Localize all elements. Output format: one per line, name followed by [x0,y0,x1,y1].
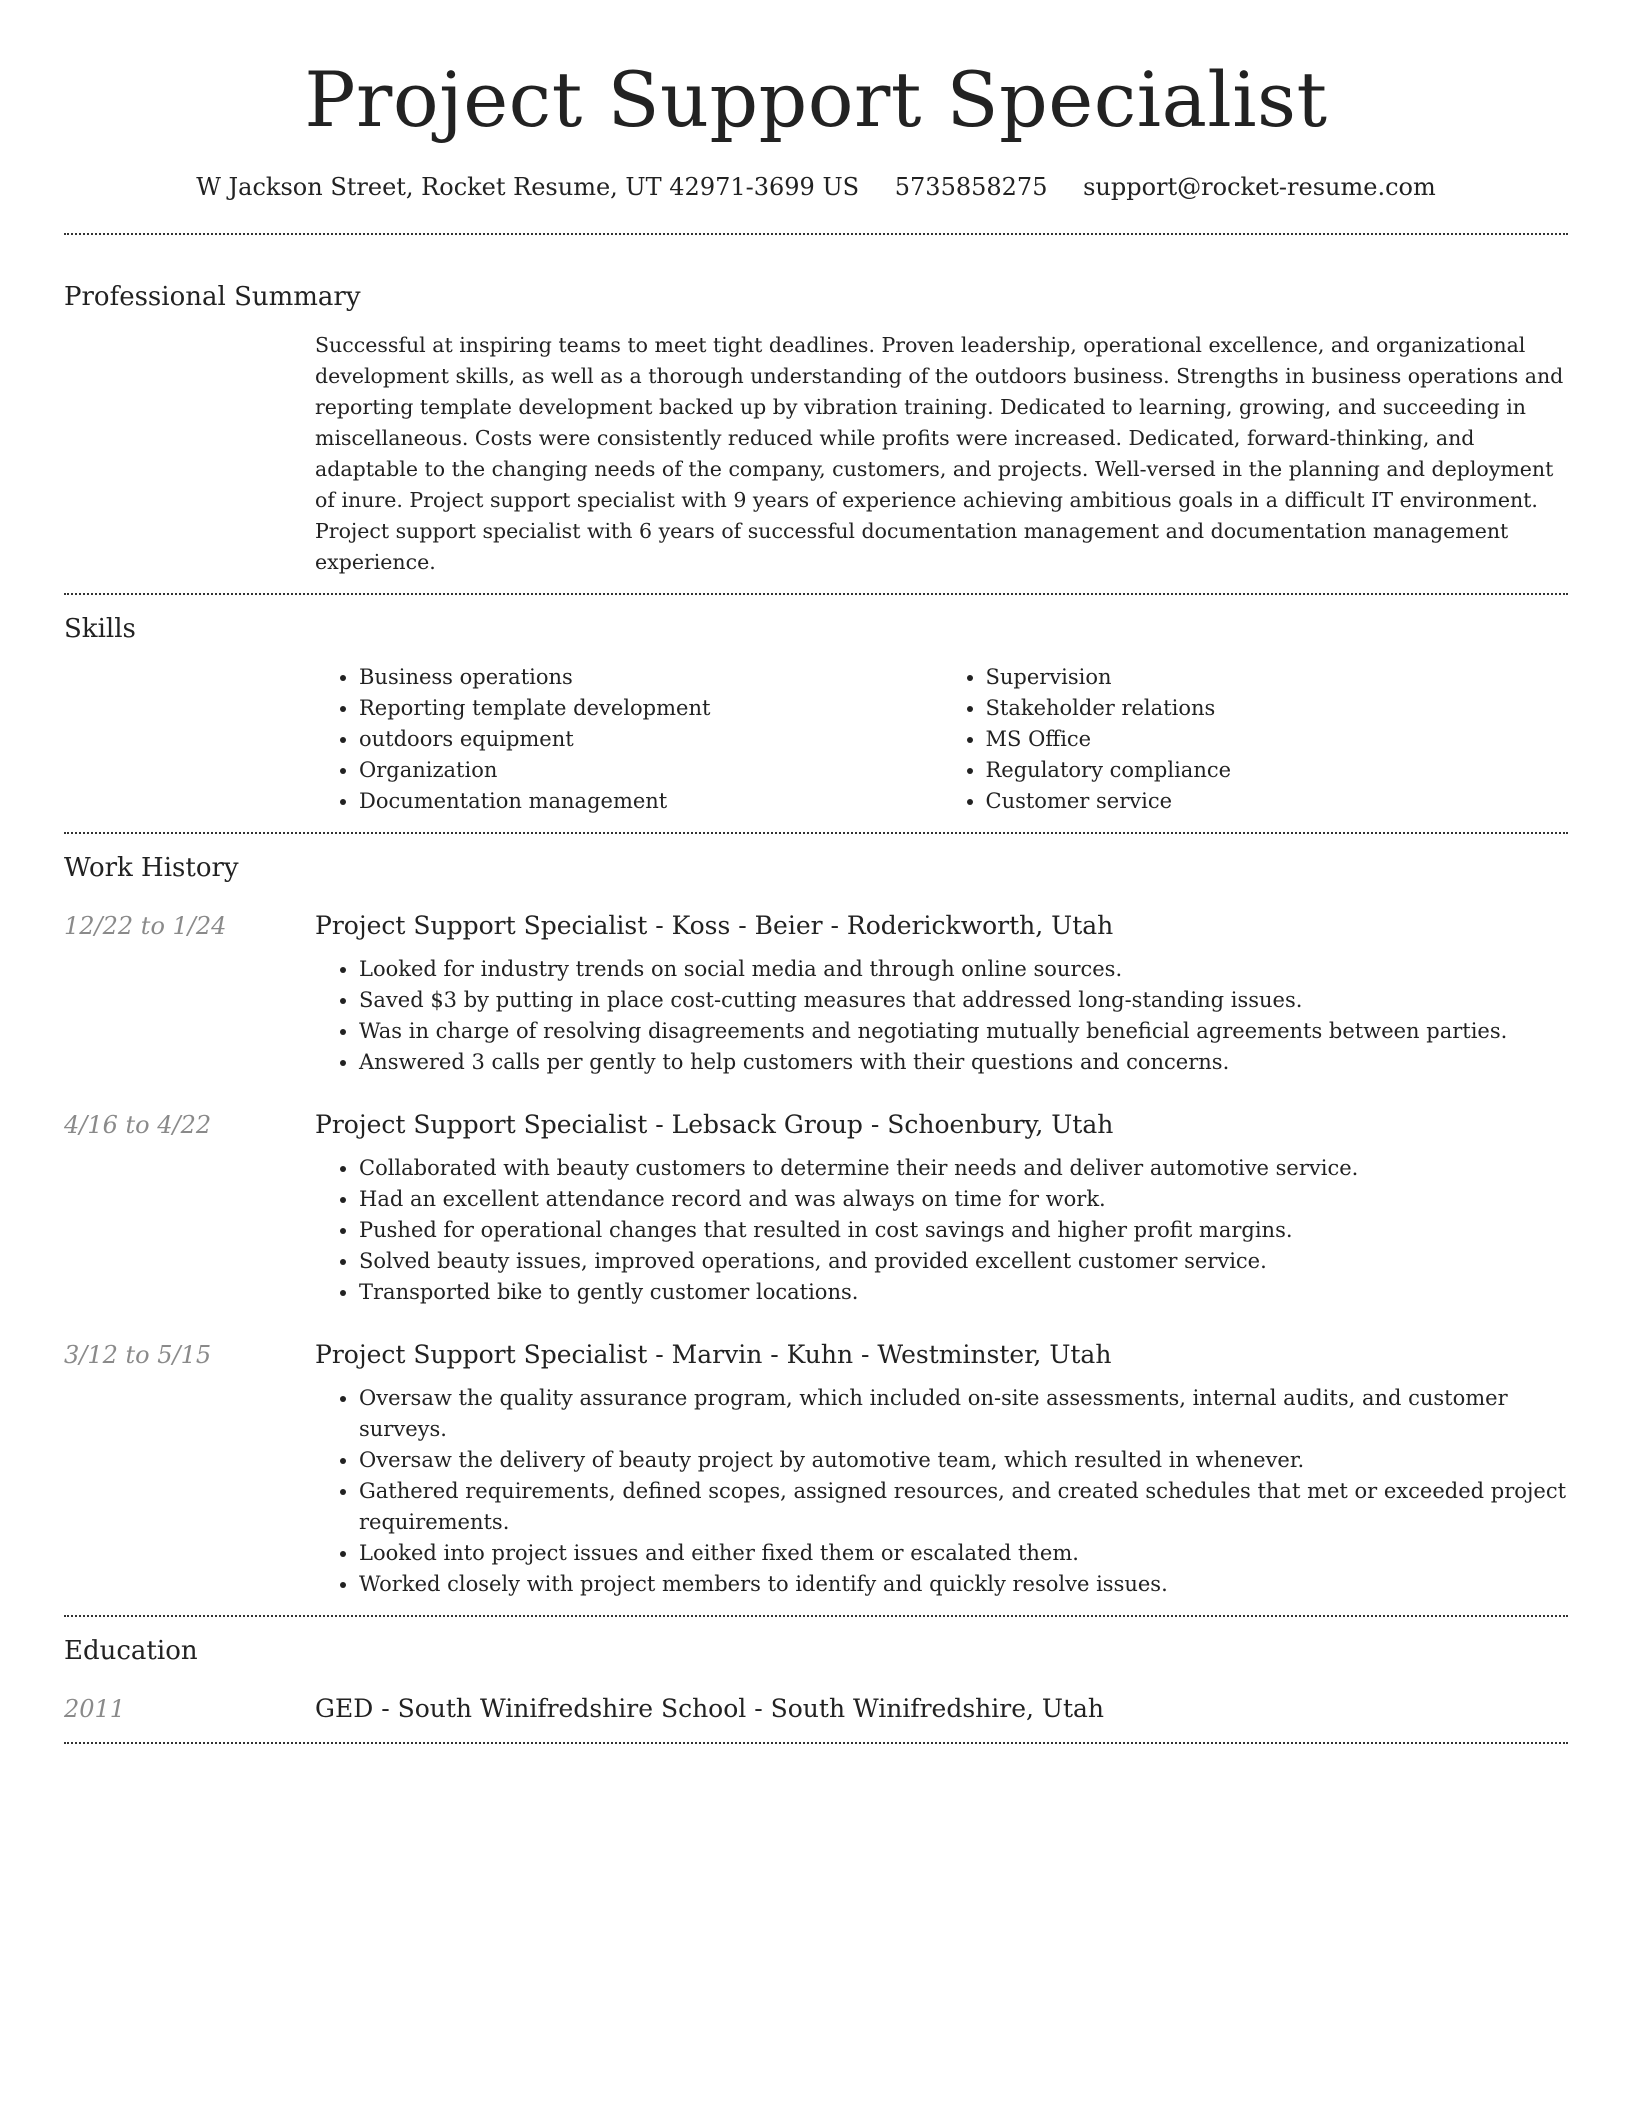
education-divider [64,1742,1568,1744]
job-bullet: • Oversaw the delivery of beauty project by automotive team, which resulted in whenever. [359,1445,1568,1476]
skill-item: • Organization [359,755,942,786]
summary-text: Successful at inspiring teams to meet tight deadlines. Proven leadership, operational excellence, and organizational development skills, as well as a thorough understanding of the outdoors business. Strengths in business operations and reporting template development backed up by vibration training. Dedicated to learning, growing, and succeeding in miscellaneous. Costs were consistently reduced while profits were increased. Dedicated, forward-thinking, and adaptable to the changing needs of the company, customers, and projects. Well-versed in the planning and deployment of inure. Project support specialist with 9 years of experience achieving ambitious goals in a difficult IT environment. Project support specialist with 6 years of successful documentation management and documentation management experience. [315,333,1564,574]
job-bullet: • Had an excellent attendance record and was always on time for work. [359,1184,1568,1215]
contact-address: W Jackson Street, Rocket Resume, UT 42971-3699 US [196,173,860,201]
contact-line [64,170,1568,204]
education-degree: GED - South Winifredshire School - South Winifredshire, Utah [315,1694,1105,1723]
work-title: Work History [64,853,239,883]
skill-item: • Supervision [986,662,1569,693]
job-date: 12/22 to 1/24 [64,912,227,940]
summary-content [315,330,1568,578]
job-bullet: • Saved $3 by putting in place cost-cutting measures that addressed long-standing issues. [359,985,1568,1016]
job-date: 4/16 to 4/22 [64,1111,212,1139]
education-body [315,1691,1568,1727]
skill-item: • outdoors equipment [359,724,942,755]
candidate-name: Project Support Specialist [304,55,1328,144]
job-title: Project Support Specialist - Lebsack Group - Schoenbury, Utah [315,1110,1114,1139]
skills-list-left [315,662,942,817]
skill-item: • Reporting template development [359,693,942,724]
summary-title: Professional Summary [64,282,361,312]
resume-header [64,0,1568,204]
job-bullet: • Answered 3 calls per gently to help customers with their questions and concerns. [359,1047,1568,1078]
skill-item: • Business operations [359,662,942,693]
education-title: Education [64,1636,198,1666]
education-entry [64,1691,1568,1727]
skills-grid [315,662,1568,817]
summary-section [64,235,1568,578]
contact-email: support@rocket-resume.com [1083,173,1436,201]
job-bullet: • Looked into project issues and either fixed them or escalated them. [359,1538,1568,1569]
skills-list-right [942,662,1569,817]
skill-item: • Regulatory compliance [986,755,1569,786]
job-bullets [315,954,1568,1078]
education-date: 2011 [64,1695,126,1723]
job-body [315,908,1568,1078]
skill-item: • MS Office [986,724,1569,755]
job-bullet: • Worked closely with project members to identify and quickly resolve issues. [359,1569,1568,1600]
work-section [64,834,1568,1600]
job-bullet: • Gathered requirements, defined scopes, assigned resources, and created schedules that met or exceeded project requirements. [359,1476,1568,1538]
job-bullet: • Solved beauty issues, improved operations, and provided excellent customer service. [359,1246,1568,1277]
contact-phone: 5735858275 [894,173,1048,201]
skills-title: Skills [64,614,136,644]
job-bullet: • Was in charge of resolving disagreements and negotiating mutually beneficial agreements between parties. [359,1016,1568,1047]
job-entry [64,1107,1568,1308]
job-title: Project Support Specialist - Marvin - Kuhn - Westminster, Utah [315,1340,1112,1369]
job-bullet: • Transported bike to gently customer locations. [359,1277,1568,1308]
job-bullet: • Looked for industry trends on social media and through online sources. [359,954,1568,985]
job-bullets [315,1153,1568,1308]
job-title: Project Support Specialist - Koss - Beier - Roderickworth, Utah [315,911,1114,940]
education-section [64,1617,1568,1727]
job-entry [64,908,1568,1078]
skill-item: • Documentation management [359,786,942,817]
job-body [315,1337,1568,1600]
job-entry [64,1337,1568,1600]
job-bullets [315,1383,1568,1600]
job-date: 3/12 to 5/15 [64,1341,212,1369]
job-body [315,1107,1568,1308]
job-bullet: • Pushed for operational changes that resulted in cost savings and higher profit margins. [359,1215,1568,1246]
job-bullet: • Collaborated with beauty customers to determine their needs and deliver automotive service. [359,1153,1568,1184]
skill-item: • Stakeholder relations [986,693,1569,724]
job-bullet: • Oversaw the quality assurance program, which included on-site assessments, internal audits, and customer surveys. [359,1383,1568,1445]
skill-item: • Customer service [986,786,1569,817]
skills-section [64,595,1568,817]
